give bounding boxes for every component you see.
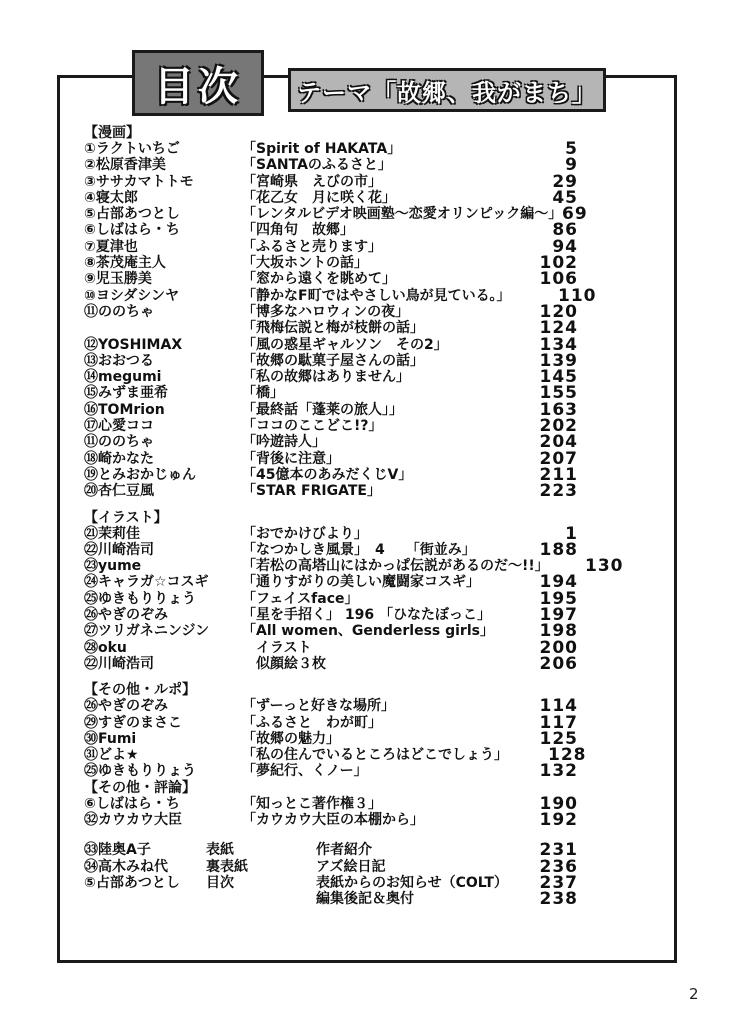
entry-page: 139 <box>539 350 578 371</box>
section-heading: 【その他・ルポ】 <box>84 682 196 699</box>
entry-title: 「All women、Genderless girls」 <box>242 623 494 640</box>
entry-author: ⑤占部あつとし <box>84 206 180 223</box>
entry-page: 195 <box>539 588 578 609</box>
entry-author: ㉝陸奥A子 <box>84 842 151 859</box>
entry-page: 1 <box>565 523 578 544</box>
entry-page: 134 <box>539 334 578 355</box>
entry-title: 「私の住んでいるところはどこでしょう」 <box>242 747 508 764</box>
table-of-contents <box>84 125 654 910</box>
entry-title: 「博多なハロウィンの夜」 <box>242 303 410 320</box>
entry-author: ㉑茉莉佳 <box>84 525 140 542</box>
toc-entry <box>84 809 654 830</box>
entry-page: 128 <box>548 745 587 766</box>
section-other-repo <box>84 682 654 782</box>
entry-title: 「故郷の魅力」 <box>242 730 340 747</box>
entry-title: 「なつかしき風景」 4 「街並み」 <box>242 541 476 558</box>
page-number: 2 <box>689 985 699 1003</box>
entry-page: 190 <box>539 793 578 814</box>
entry-author: ⑭megumi <box>84 369 162 386</box>
entry-author: ⑳杏仁豆風 <box>84 483 154 500</box>
entry-page: 94 <box>552 236 578 257</box>
entry-title: イラスト <box>242 639 312 656</box>
entry-author: ⑬おおつる <box>84 352 154 369</box>
entry-page: 192 <box>539 809 578 830</box>
entry-title: 「STAR FRIGATE」 <box>242 483 381 500</box>
entry-author: ①ラクトいちご <box>84 141 180 157</box>
entry-title: 「ココのここどこ!?」 <box>242 418 383 435</box>
entry-page: 237 <box>539 872 578 893</box>
entry-page: 5 <box>565 139 578 159</box>
entry-title: 「レンタルビデオ映画塾～恋愛オリンピック編～」 <box>242 206 563 223</box>
entry-author: ⑪ののちゃ <box>84 303 154 320</box>
entry-page: 197 <box>539 605 578 626</box>
entry-author: ⑯TOMrion <box>84 401 165 418</box>
entry-title: 「窓から遠くを眺めて」 <box>242 271 396 288</box>
entry-page: 188 <box>539 539 578 560</box>
entry-title: 表紙からのお知らせ（COLT） <box>316 874 508 891</box>
entry-page: 194 <box>539 572 578 593</box>
entry-author: ⑥しばはら・ち <box>84 795 180 812</box>
entry-title: 「飛梅伝説と梅が枝餅の話」 <box>242 320 424 337</box>
entry-role: 表紙 <box>206 842 234 859</box>
entry-page: 29 <box>552 171 578 192</box>
entry-title: 「ふるさと わが町」 <box>242 714 382 731</box>
entry-page: 125 <box>539 728 578 749</box>
entry-title: 「風の惑星ギャルソン その2」 <box>242 336 448 353</box>
entry-title: 「背後に注意」 <box>242 450 340 467</box>
entry-page: 223 <box>539 481 578 502</box>
entry-title: 「静かなF町ではやさしい鳥が見ている。」 <box>242 287 511 304</box>
entry-author: ㉞高木みね代 <box>84 858 168 875</box>
entry-page: 102 <box>539 253 578 274</box>
entry-author: ㉓yume <box>84 558 142 575</box>
entry-author: ⑩ヨシダシンヤ <box>84 287 179 304</box>
section-other-review <box>84 780 654 829</box>
entry-page: 124 <box>539 318 578 339</box>
entry-page: 110 <box>558 285 597 306</box>
toc-entry <box>84 889 654 910</box>
theme-title: テーマ「故郷、我がまち」 <box>297 78 597 107</box>
section-credits <box>84 840 654 910</box>
entry-author: ㉜カウカウ大臣 <box>84 811 182 828</box>
entry-page: 204 <box>539 432 578 453</box>
entry-title: 「私の故郷はありません」 <box>242 369 410 386</box>
section-illust <box>84 510 654 673</box>
section-heading: 【漫画】 <box>84 125 140 141</box>
toc-entry <box>84 481 654 502</box>
entry-author: ④寝太郎 <box>84 189 138 206</box>
section-heading: 【その他・評論】 <box>84 779 196 796</box>
entry-title: 「橋」 <box>242 385 284 402</box>
entry-author: ⑱崎かなた <box>84 450 154 467</box>
entry-author: ⑥しばはら・ち <box>84 222 180 239</box>
section-heading: 【イラスト】 <box>84 509 168 526</box>
entry-author: ⑦夏津也 <box>84 238 138 255</box>
entry-title: 「吟遊詩人」 <box>242 434 326 451</box>
entry-title: 「四角句 故郷」 <box>242 222 354 239</box>
entry-page: 211 <box>539 464 578 485</box>
entry-title: 「宮崎県 えびの市」 <box>242 173 382 190</box>
entry-author: ㉒川崎浩司 <box>84 655 154 672</box>
page-title: 目次 <box>154 63 242 110</box>
entry-page: 86 <box>552 220 578 241</box>
entry-page: 198 <box>539 621 578 642</box>
entry-page: 69 <box>562 204 588 225</box>
entry-author: ㉖やぎのぞみ <box>84 698 168 715</box>
entry-title: 「花乙女 月に咲く花」 <box>242 189 396 206</box>
entry-author: ㉗ツリガネニンジン <box>84 623 210 640</box>
entry-title: 「45億本のあみだくじV」 <box>242 466 413 483</box>
section-spacer <box>84 500 654 510</box>
entry-page: 236 <box>539 856 578 877</box>
entry-author: ⑤占部あつとし <box>84 874 180 891</box>
entry-author: ⑲とみおかじゅん <box>84 466 196 483</box>
toc-entry <box>84 653 654 674</box>
section-manga <box>84 125 654 500</box>
entry-page: 238 <box>539 889 578 910</box>
entry-title: 「星を手招く」 196 「ひなたぼっこ」 <box>242 607 491 624</box>
entry-title: 「ずーっと好きな場所」 <box>242 698 396 715</box>
entry-title: 「カウカウ大臣の本棚から」 <box>242 811 424 828</box>
entry-title: 「Spirit of HAKATA」 <box>242 141 402 157</box>
entry-title: アズ絵日記 <box>316 858 386 875</box>
entry-page: 231 <box>539 840 578 861</box>
entry-page: 106 <box>539 269 578 290</box>
entry-title: 似顔絵３枚 <box>242 655 326 672</box>
entry-page: 155 <box>539 383 578 404</box>
entry-author: ②松原香津美 <box>84 157 166 174</box>
entry-page: 117 <box>539 712 578 733</box>
theme-banner <box>288 68 606 112</box>
entry-author: ⑫YOSHIMAX <box>84 336 183 353</box>
entry-author: ㉙すぎのまさこ <box>84 714 182 731</box>
entry-page: 120 <box>539 301 578 322</box>
entry-page: 145 <box>539 367 578 388</box>
entry-author: ⑧茶茂庵主人 <box>84 255 166 272</box>
entry-author: ㉖やぎのぞみ <box>84 607 168 624</box>
entry-page: 207 <box>539 448 578 469</box>
entry-page: 200 <box>539 637 578 658</box>
entry-author: ③ササカマトトモ <box>84 173 194 190</box>
entry-title: 「フェイスface」 <box>242 590 359 607</box>
entry-author: ⑨児玉勝美 <box>84 271 152 288</box>
entry-role: 目次 <box>206 874 234 891</box>
entry-author: ㉕ゆきもりりょう <box>84 590 196 607</box>
entry-page: 45 <box>552 187 578 208</box>
entry-page: 202 <box>539 416 578 437</box>
entry-title: 「故郷の駄菓子屋さんの話」 <box>242 352 424 369</box>
entry-page: 132 <box>539 761 578 782</box>
entry-author: ⑰心愛ココ <box>84 418 154 435</box>
entry-author: ㉕ゆきもりりょう <box>84 763 196 780</box>
entry-author: ㉘oku <box>84 639 127 656</box>
entry-title: 作者紹介 <box>316 842 372 859</box>
entry-author: ⑪ののちゃ <box>84 434 154 451</box>
entry-author: ㉚Fumi <box>84 730 137 747</box>
entry-title: 「最終話「蓬莱の旅人」」 <box>242 401 403 418</box>
entry-title: 「おでかけびより」 <box>242 525 368 542</box>
entry-author: ㉒川崎浩司 <box>84 541 154 558</box>
entry-title: 「SANTAのふるさと」 <box>242 157 392 174</box>
entry-author: ㉛どよ★ <box>84 747 139 764</box>
toc-entry <box>84 761 654 782</box>
entry-role: 裏表紙 <box>206 858 248 875</box>
entry-title: 「大坂ホントの話」 <box>242 255 368 272</box>
entry-page: 206 <box>539 653 578 674</box>
entry-author: ㉔キャラガ☆コスギ <box>84 574 209 591</box>
toc-title-box <box>132 50 264 116</box>
entry-page: 163 <box>539 399 578 420</box>
entry-title: 「知っとこ著作権３」 <box>242 795 382 812</box>
toc-entry <box>84 539 654 560</box>
entry-title: 「若松の高塔山にはかっぱ伝説があるのだ～!!」 <box>242 558 549 575</box>
entry-title: 「通りすがりの美しい魔闘家コスギ」 <box>242 574 480 591</box>
entry-title: 編集後記＆奥付 <box>316 891 414 908</box>
entry-page: 130 <box>585 556 624 577</box>
entry-title: 「夢紀行、くノー」 <box>242 763 368 780</box>
entry-page: 9 <box>565 155 578 176</box>
entry-title: 「ふるさと売ります」 <box>242 238 382 255</box>
entry-page: 114 <box>539 696 578 717</box>
entry-author: ⑮みずま亜希 <box>84 385 168 402</box>
